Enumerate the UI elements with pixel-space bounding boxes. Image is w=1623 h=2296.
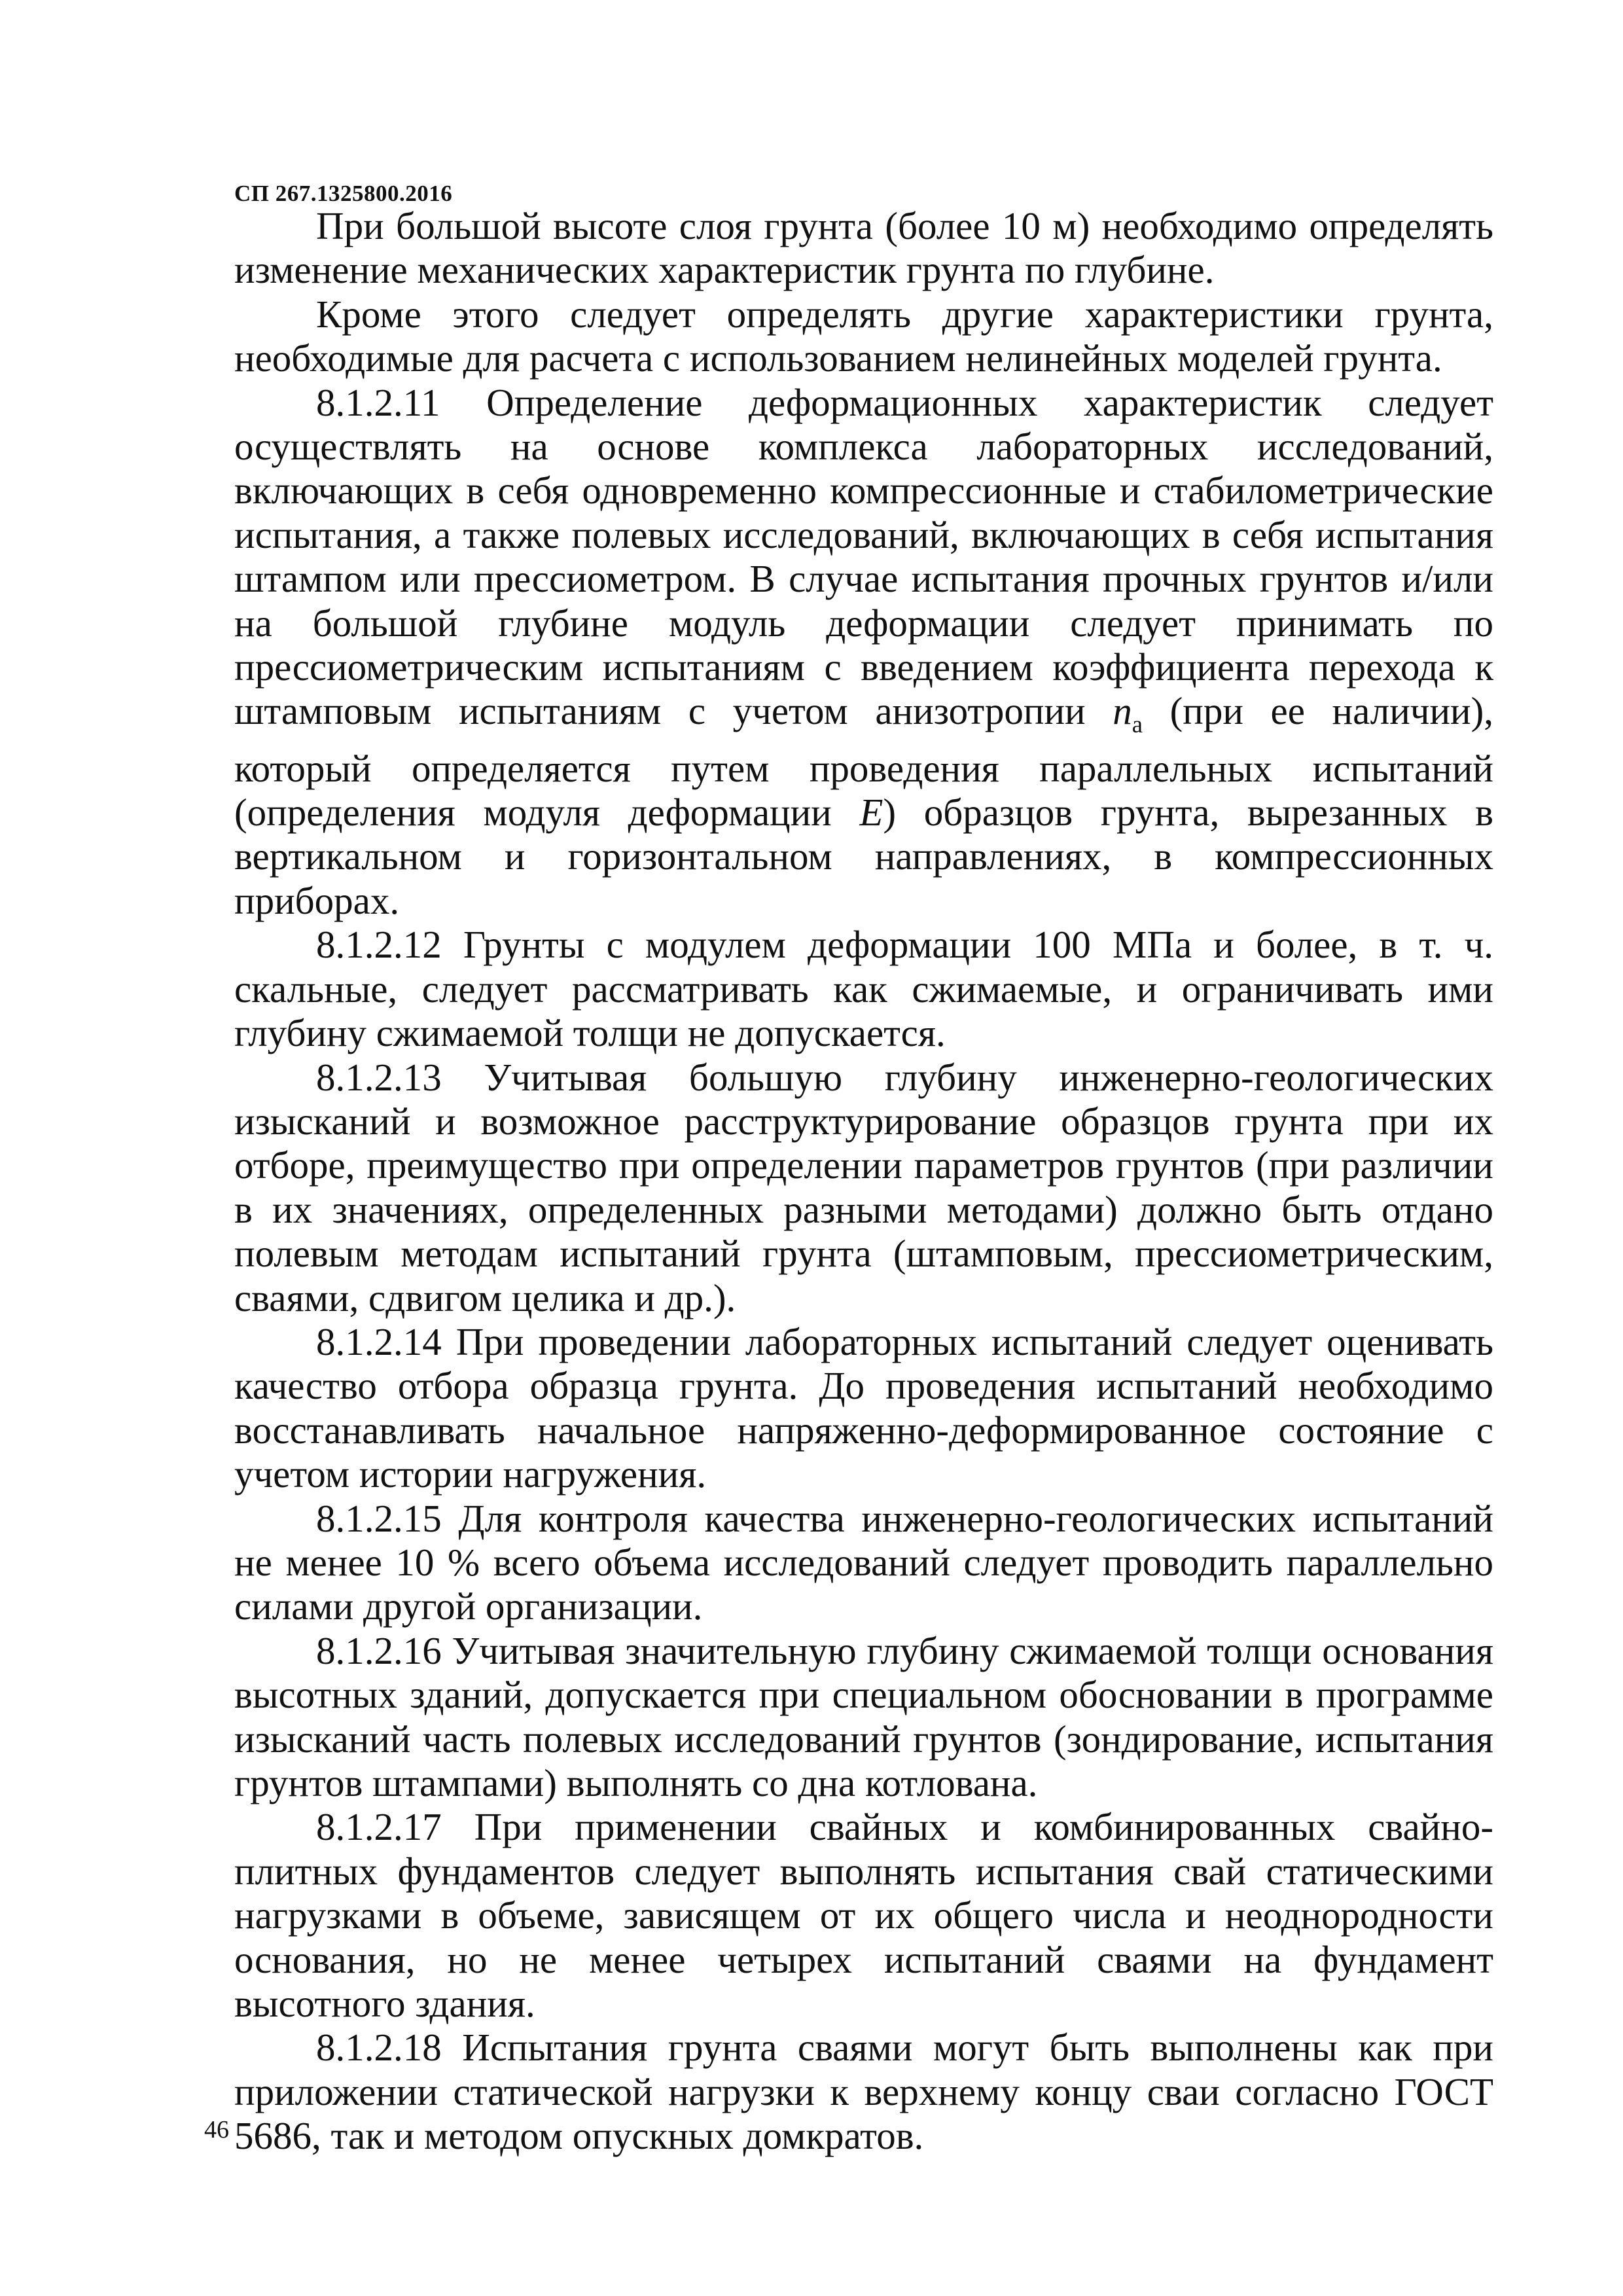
- anisotropy-symbol: [1113, 689, 1143, 738]
- paragraph-8-1-2-15: 8.1.2.15 Для контроля качества инженерно-геологических испытаний не менее 10 % всего объема исследований следует проводить параллельно силами другой организации.: [234, 1496, 1493, 1628]
- document-code-header: СП 267.1325800.2016: [234, 181, 453, 206]
- paragraph-layer-height: При большой высоте слоя грунта (более 10 м) необходимо определять изменение механических характеристик грунта по глубине.: [234, 204, 1493, 292]
- paragraph-8-1-2-18: 8.1.2.18 Испытания грунта сваями могут быть выполнены как при приложении статической нагрузки к верхнему концу сваи согласно ГОСТ 5686, так и методом опускных домкратов.: [234, 2026, 1493, 2158]
- deformation-modulus-symbol: E: [859, 791, 883, 834]
- page-number: 46: [204, 2116, 229, 2144]
- paragraph-8-1-2-11-part3: ) образцов грунта, вырезанных в вертикальном и горизонтальном направлениях, в компрессионных приборах.: [234, 791, 1493, 922]
- paragraph-8-1-2-11: [234, 381, 1493, 924]
- anisotropy-symbol-subscript: a: [1132, 711, 1143, 738]
- paragraph-8-1-2-12: 8.1.2.12 Грунты с модулем деформации 100 МПа и более, в т. ч. скальные, следует рассматривать как сжимаемые, и ограничивать ими глубину сжимаемой толщи не допускается.: [234, 923, 1493, 1055]
- paragraph-8-1-2-14: 8.1.2.14 При проведении лабораторных испытаний следует оценивать качество отбора образца грунта. До проведения испытаний необходимо восстанавливать начальное напряженно-деформированное состояние с учетом истории нагружения.: [234, 1319, 1493, 1496]
- paragraph-8-1-2-17: 8.1.2.17 При применении свайных и комбинированных свайно-плитных фундаментов следует выполнять испытания свай статическими нагрузками в объеме, зависящем от их общего числа и неоднородности основания, но не менее четырех испытаний сваями на фундамент высотного здания.: [234, 1805, 1493, 2026]
- body-text: [234, 204, 1493, 2159]
- anisotropy-symbol-n: n: [1113, 689, 1132, 733]
- paragraph-8-1-2-16: 8.1.2.16 Учитывая значительную глубину сжимаемой толщи основания высотных зданий, допускается при специальном обосновании в программе изысканий часть полевых исследований грунтов (зондирование, испытания грунтов штампами) выполнять со дна котлована.: [234, 1628, 1493, 1805]
- paragraph-other-characteristics: Кроме этого следует определять другие характеристики грунта, необходимые для расчета с использованием нелинейных моделей грунта.: [234, 292, 1493, 380]
- paragraph-8-1-2-11-part1: 8.1.2.11 Определение деформационных характеристик следует осуществлять на основе комплекса лабораторных исследований, включающих в себя одновременно компрессионные и стабилометрические испытания, а также полевых исследований, включающих в себя испытания штампом или прессиометром. В случае испытания прочных грунтов и/или на большой глубине модуль деформации следует принимать по прессиометрическим испытаниям с введением коэффициента перехода к штамповым испытаниям с учетом анизотропии: [234, 380, 1493, 733]
- paragraph-8-1-2-11-part2: (при ее наличии), который определяется путем проведения параллельных испытаний (определения модуля деформации: [234, 689, 1494, 834]
- paragraph-8-1-2-13: 8.1.2.13 Учитывая большую глубину инженерно-геологических изысканий и возможное расструктурирование образцов грунта при их отборе, преимущество при определении параметров грунтов (при различии в их значениях, определенных разными методами) должно быть отдано полевым методам испытаний грунта (штамповым, прессиометрическим, сваями, сдвигом целика и др.).: [234, 1055, 1493, 1319]
